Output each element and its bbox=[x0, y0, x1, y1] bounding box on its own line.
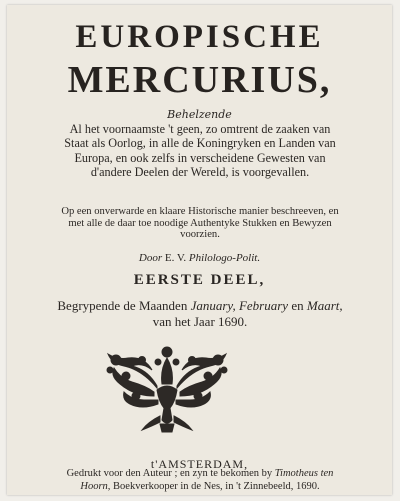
method-line: met alle de daar toe noodige Authentyke Stukken en Bewyzen bbox=[68, 217, 332, 229]
part-heading: EERSTE DEEL, bbox=[133, 272, 266, 288]
method-line: Op een onverwarde en klaare Historische manier beschreeven, en bbox=[61, 206, 339, 217]
period-and: en bbox=[291, 298, 304, 313]
period-paragraph bbox=[15, 298, 385, 329]
imprint-text: Gedrukt voor den Auteur ; en zyn te bekomen by bbox=[66, 468, 273, 479]
subtitle: Behelzende bbox=[167, 108, 232, 121]
period-line-1 bbox=[15, 298, 385, 314]
month-february: February bbox=[238, 298, 289, 313]
title-line-2: MERCURIUS, bbox=[67, 59, 332, 101]
description-line: Staat als Oorlog, in alle de Koningryken en Landen van bbox=[64, 136, 336, 151]
month-march: Maart, bbox=[306, 298, 343, 313]
description-line: Europa, en ook zelfs in verscheidene Gewesten van bbox=[74, 150, 326, 165]
method-paragraph bbox=[15, 206, 385, 241]
imprint-city: t'AMSTERDAM, bbox=[150, 457, 249, 471]
period-text: Begrypende de Maanden bbox=[57, 298, 188, 313]
title-page bbox=[7, 5, 392, 495]
imprint-address: Boekverkooper in de Nes, in 't Zinnebeeld, 1690. bbox=[113, 481, 320, 492]
description-line: Al het voornaamste 't geen, zo omtrent de zaaken van bbox=[69, 122, 331, 136]
imprint-paragraph bbox=[15, 467, 385, 493]
description-line: d'andere Deelen der Wereld, is voorgevallen. bbox=[90, 164, 310, 179]
printer-name-2: Hoorn, bbox=[80, 481, 111, 492]
month-january: January, bbox=[190, 298, 236, 313]
author-initials: E. V. bbox=[164, 252, 187, 264]
description-paragraph bbox=[15, 122, 385, 179]
title-line-1: EUROPISCHE bbox=[75, 19, 324, 55]
imprint-line-1 bbox=[15, 467, 385, 480]
period-line-2: van het Jaar 1690. bbox=[152, 313, 248, 329]
author-line bbox=[7, 252, 392, 264]
printer-name: Timotheus ten bbox=[274, 468, 334, 479]
imprint-line-2 bbox=[15, 480, 385, 493]
author-prefix: Door bbox=[138, 252, 163, 264]
floral-vase-ornament-icon bbox=[102, 340, 232, 435]
author-suffix: Philologo-Polit. bbox=[188, 252, 261, 264]
method-line: voorzien. bbox=[180, 229, 220, 241]
